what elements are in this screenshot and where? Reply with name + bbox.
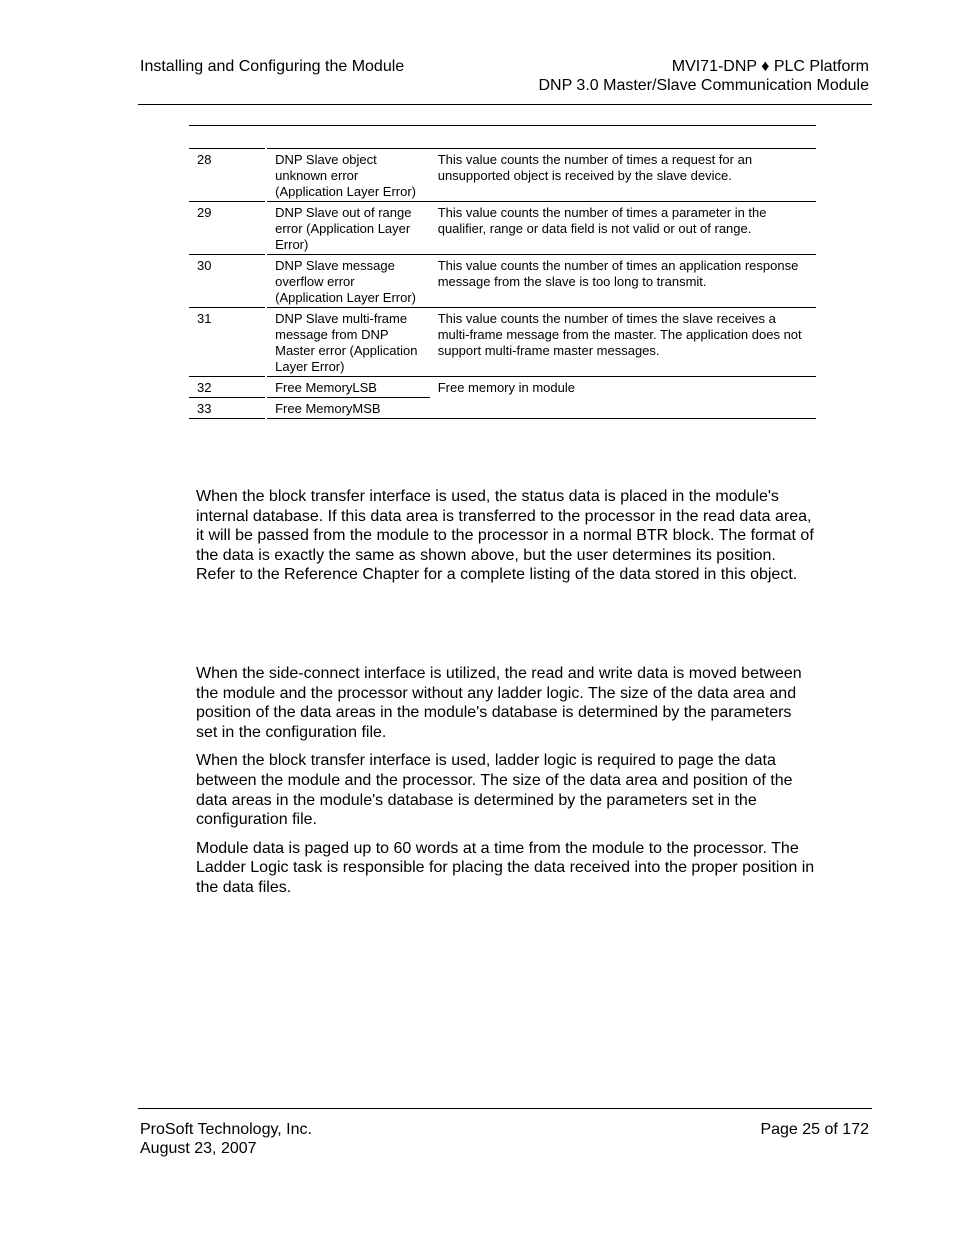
header-section-title: Installing and Configuring the Module <box>140 58 405 75</box>
row-description: This value counts the number of times the slave receives a multi-frame message from the master. The application does not support multi-frame master messages. <box>430 308 816 377</box>
paragraph-side-connect: When the side-connect interface is utilized, the read and write data is moved between the module and the processor without any ladder logic. The size of the data area and position of the data areas in the module's database is determined by the parameters set in the configuration file. <box>196 665 802 741</box>
row-offset: 33 <box>189 398 266 419</box>
header-divider <box>138 104 872 105</box>
row-name: DNP Slave message overflow error (Application Layer Error) <box>266 255 430 308</box>
header-product-line1: MVI71-DNP ♦ PLC Platform <box>671 58 869 75</box>
row-offset: 28 <box>189 149 266 202</box>
row-name: Free MemoryLSB <box>266 377 430 398</box>
row-description: This value counts the number of times a parameter in the qualifier, range or data field is not valid or out of range. <box>430 202 816 255</box>
footer-company: ProSoft Technology, Inc. <box>140 1121 312 1138</box>
paragraph-btr-status: When the block transfer interface is used, the status data is placed in the module's internal database. If this data area is transferred to the processor in the read data area, it will be passed from the module to the processor in a normal BTR block. The format of the data is exactly the same as shown above, but the user determines its position. Refer to the Reference Chapter for a complete listing of the data stored in this object. <box>196 488 814 584</box>
body-block-1 <box>196 487 816 594</box>
paragraph-block-transfer: When the block transfer interface is used, ladder logic is required to page the data between the module and the processor. The size of the data area and position of the data areas in the module's database is determined by the parameters set in the configuration file. <box>196 752 793 829</box>
row-offset: 32 <box>189 377 266 398</box>
row-name: DNP Slave multi-frame message from DNP Master error (Application Layer Error) <box>266 308 430 377</box>
table-top-rule <box>189 126 816 149</box>
table-row <box>189 149 816 202</box>
row-description: Free memory in module <box>430 377 816 419</box>
table-row <box>189 308 816 377</box>
row-description: This value counts the number of times a request for an unsupported object is received by the slave device. <box>430 149 816 202</box>
footer-date: August 23, 2007 <box>140 1140 257 1157</box>
footer-left <box>140 1120 312 1158</box>
row-offset: 29 <box>189 202 266 255</box>
row-name: DNP Slave object unknown error (Application Layer Error) <box>266 149 430 202</box>
row-offset: 30 <box>189 255 266 308</box>
row-offset: 31 <box>189 308 266 377</box>
paragraph-paging: Module data is paged up to 60 words at a time from the module to the processor. The Ladder Logic task is responsible for placing the data received into the proper position in the data files. <box>196 839 815 896</box>
row-name: Free MemoryMSB <box>266 398 430 419</box>
footer-page-number: Page 25 of 172 <box>760 1121 869 1138</box>
table-row <box>189 202 816 255</box>
table-row <box>189 255 816 308</box>
status-data-table <box>189 125 816 419</box>
table-row <box>189 377 816 398</box>
row-name: DNP Slave out of range error (Application Layer Error) <box>266 202 430 255</box>
row-description: This value counts the number of times an application response message from the slave is too long to transmit. <box>430 255 816 308</box>
header-product-line2: DNP 3.0 Master/Slave Communication Module <box>538 77 869 94</box>
footer-divider <box>138 1108 872 1109</box>
body-block-2 <box>196 664 816 907</box>
header-product <box>538 57 869 95</box>
